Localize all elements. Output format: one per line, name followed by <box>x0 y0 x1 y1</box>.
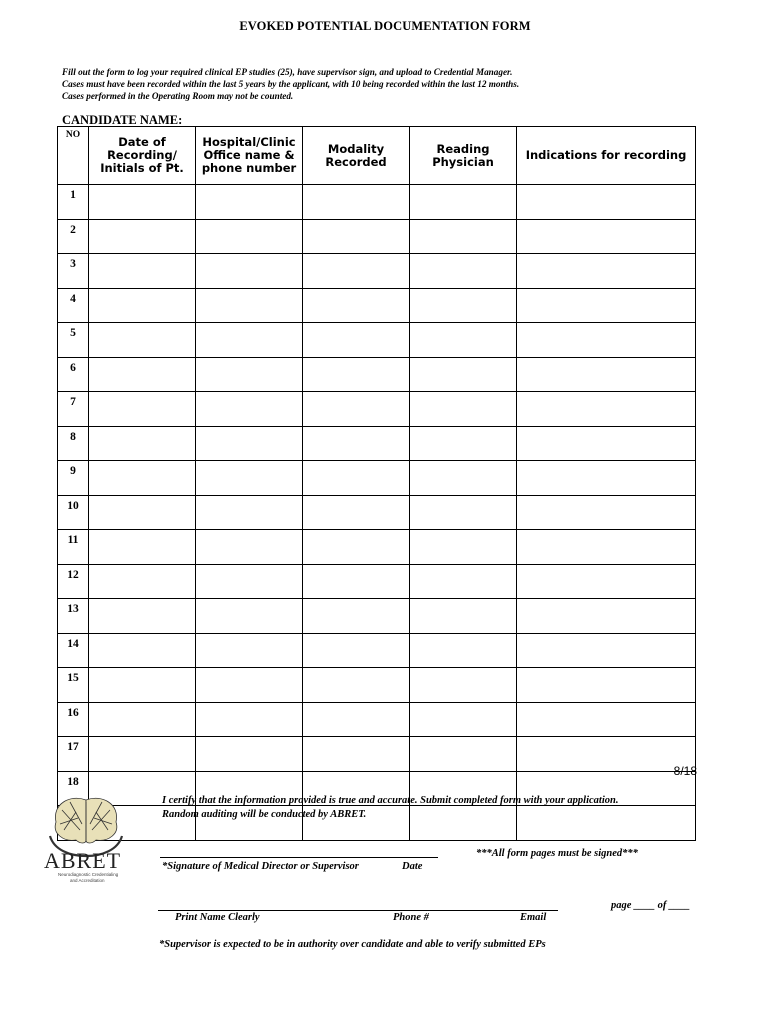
date-cell[interactable] <box>89 254 196 289</box>
hospital-cell[interactable] <box>196 254 303 289</box>
header-no: NO <box>58 127 89 185</box>
physician-cell[interactable] <box>410 668 517 703</box>
physician-cell[interactable] <box>410 219 517 254</box>
logo-text: ABRET <box>44 848 122 873</box>
all-pages-signed-note: ***All form pages must be signed*** <box>476 848 638 859</box>
row-number: 16 <box>58 702 89 737</box>
indications-cell[interactable] <box>517 633 696 668</box>
row-number: 6 <box>58 357 89 392</box>
modality-cell[interactable] <box>303 702 410 737</box>
indications-cell[interactable] <box>517 288 696 323</box>
modality-cell[interactable] <box>303 254 410 289</box>
table-row <box>58 288 696 323</box>
print-name-label: Print Name Clearly <box>175 912 260 923</box>
hospital-cell[interactable] <box>196 599 303 634</box>
table-row <box>58 702 696 737</box>
signature-line[interactable] <box>160 857 438 858</box>
table-row <box>58 185 696 220</box>
modality-cell[interactable] <box>303 668 410 703</box>
modality-cell[interactable] <box>303 530 410 565</box>
date-cell[interactable] <box>89 668 196 703</box>
instructions <box>62 66 702 102</box>
modality-cell[interactable] <box>303 357 410 392</box>
physician-cell[interactable] <box>410 495 517 530</box>
hospital-cell[interactable] <box>196 495 303 530</box>
signature-label: *Signature of Medical Director or Supervisor <box>162 861 359 872</box>
header-modality: Modality Recorded <box>303 127 410 185</box>
email-label: Email <box>520 912 547 923</box>
date-cell[interactable] <box>89 633 196 668</box>
date-cell[interactable] <box>89 702 196 737</box>
modality-cell[interactable] <box>303 599 410 634</box>
hospital-cell[interactable] <box>196 426 303 461</box>
hospital-cell[interactable] <box>196 288 303 323</box>
candidate-name-label: CANDIDATE NAME: <box>62 113 183 127</box>
row-number: 8 <box>58 426 89 461</box>
hospital-cell[interactable] <box>196 530 303 565</box>
page-count-label: page ____ of ____ <box>611 900 691 911</box>
row-number: 5 <box>58 323 89 358</box>
table-row <box>58 323 696 358</box>
date-cell[interactable] <box>89 219 196 254</box>
row-number: 14 <box>58 633 89 668</box>
row-number: 18 <box>58 771 89 806</box>
table-row <box>58 254 696 289</box>
header-physician: Reading Physician <box>410 127 517 185</box>
indications-cell[interactable] <box>517 426 696 461</box>
table-row <box>58 599 696 634</box>
modality-cell[interactable] <box>303 737 410 772</box>
date-cell[interactable] <box>89 323 196 358</box>
instruction-line: Cases must have been recorded within the last 5 years by the applicant, with 10 being recorded within the last 12 months. <box>62 79 520 89</box>
indications-cell[interactable] <box>517 806 696 841</box>
hospital-cell[interactable] <box>196 357 303 392</box>
ep-log-table <box>57 126 696 841</box>
row-number: 4 <box>58 288 89 323</box>
hospital-cell[interactable] <box>196 461 303 496</box>
form-title: EVOKED POTENTIAL DOCUMENTATION FORM <box>239 19 531 33</box>
indications-cell[interactable] <box>517 737 696 772</box>
logo-subtext: Neurodiagnostic Credentialing <box>58 872 119 877</box>
physician-cell[interactable] <box>410 426 517 461</box>
table-row <box>58 806 696 841</box>
indications-cell[interactable] <box>517 599 696 634</box>
table-row <box>58 392 696 427</box>
indications-cell[interactable] <box>517 392 696 427</box>
hospital-cell[interactable] <box>196 219 303 254</box>
date-cell[interactable] <box>89 461 196 496</box>
physician-cell[interactable] <box>410 461 517 496</box>
indications-cell[interactable] <box>517 702 696 737</box>
table-row <box>58 426 696 461</box>
row-number: 9 <box>58 461 89 496</box>
table-row <box>58 461 696 496</box>
date-cell[interactable] <box>89 185 196 220</box>
table-row <box>58 530 696 565</box>
table-row <box>58 737 696 772</box>
row-number: 13 <box>58 599 89 634</box>
physician-cell[interactable] <box>410 392 517 427</box>
modality-cell[interactable] <box>303 288 410 323</box>
modality-cell[interactable] <box>303 495 410 530</box>
form-version: 8/18 <box>673 764 697 778</box>
supervisor-note: *Supervisor is expected to be in authority over candidate and able to verify submitted EPs <box>159 939 546 950</box>
row-number: 10 <box>58 495 89 530</box>
hospital-cell[interactable] <box>196 737 303 772</box>
phone-label: Phone # <box>393 912 429 923</box>
indications-cell[interactable] <box>517 185 696 220</box>
instruction-line: Cases performed in the Operating Room may not be counted. <box>62 91 294 101</box>
physician-cell[interactable] <box>410 737 517 772</box>
row-number: 11 <box>58 530 89 565</box>
indications-cell[interactable] <box>517 323 696 358</box>
physician-cell[interactable] <box>410 806 517 841</box>
date-cell[interactable] <box>89 288 196 323</box>
logo-subtext: and Accreditation <box>70 878 105 883</box>
row-number: 3 <box>58 254 89 289</box>
indications-cell[interactable] <box>517 530 696 565</box>
row-number: 1 <box>58 185 89 220</box>
modality-cell[interactable] <box>303 219 410 254</box>
table-row <box>58 633 696 668</box>
row-number: 12 <box>58 564 89 599</box>
indications-cell[interactable] <box>517 254 696 289</box>
table-row <box>58 564 696 599</box>
physician-cell[interactable] <box>410 357 517 392</box>
date-label: Date <box>402 861 423 872</box>
modality-cell[interactable] <box>303 564 410 599</box>
indications-cell[interactable] <box>517 357 696 392</box>
certify-text: I certify that the information provided is true and accurate. Submit completed form with your application. <box>162 795 619 806</box>
indications-cell[interactable] <box>517 219 696 254</box>
instruction-line: Fill out the form to log your required clinical EP studies (25), have supervisor sign, and upload to Credential Manager. <box>62 67 513 77</box>
table-row <box>58 219 696 254</box>
modality-cell[interactable] <box>303 185 410 220</box>
table-row <box>58 495 696 530</box>
physician-cell[interactable] <box>410 564 517 599</box>
row-number: 17 <box>58 737 89 772</box>
date-cell[interactable] <box>89 495 196 530</box>
physician-cell[interactable] <box>410 633 517 668</box>
physician-cell[interactable] <box>410 254 517 289</box>
row-number: 15 <box>58 668 89 703</box>
date-cell[interactable] <box>89 737 196 772</box>
indications-cell[interactable] <box>517 564 696 599</box>
audit-text: Random auditing will be conducted by ABRET. <box>162 809 367 820</box>
hospital-cell[interactable] <box>196 185 303 220</box>
table-row <box>58 668 696 703</box>
hospital-cell[interactable] <box>196 564 303 599</box>
physician-cell[interactable] <box>410 185 517 220</box>
contact-line[interactable] <box>158 910 558 911</box>
physician-cell[interactable] <box>410 323 517 358</box>
table-header-row <box>58 127 696 185</box>
date-cell[interactable] <box>89 392 196 427</box>
hospital-cell[interactable] <box>196 392 303 427</box>
modality-cell[interactable] <box>303 392 410 427</box>
header-indications: Indications for recording <box>517 127 696 185</box>
physician-cell[interactable] <box>410 702 517 737</box>
row-number: 7 <box>58 392 89 427</box>
physician-cell[interactable] <box>410 599 517 634</box>
physician-cell[interactable] <box>410 530 517 565</box>
indications-cell[interactable] <box>517 461 696 496</box>
hospital-cell[interactable] <box>196 323 303 358</box>
indications-cell[interactable] <box>517 495 696 530</box>
modality-cell[interactable] <box>303 323 410 358</box>
date-cell[interactable] <box>89 530 196 565</box>
date-cell[interactable] <box>89 564 196 599</box>
header-date: Date of Recording/ Initials of Pt. <box>89 127 196 185</box>
date-cell[interactable] <box>89 426 196 461</box>
hospital-cell[interactable] <box>196 702 303 737</box>
header-hospital: Hospital/Clinic Office name & phone number <box>196 127 303 185</box>
date-cell[interactable] <box>89 357 196 392</box>
modality-cell[interactable] <box>303 633 410 668</box>
modality-cell[interactable] <box>303 426 410 461</box>
indications-cell[interactable] <box>517 668 696 703</box>
hospital-cell[interactable] <box>196 633 303 668</box>
table-row <box>58 357 696 392</box>
row-number: 2 <box>58 219 89 254</box>
modality-cell[interactable] <box>303 461 410 496</box>
date-cell[interactable] <box>89 599 196 634</box>
physician-cell[interactable] <box>410 288 517 323</box>
hospital-cell[interactable] <box>196 668 303 703</box>
